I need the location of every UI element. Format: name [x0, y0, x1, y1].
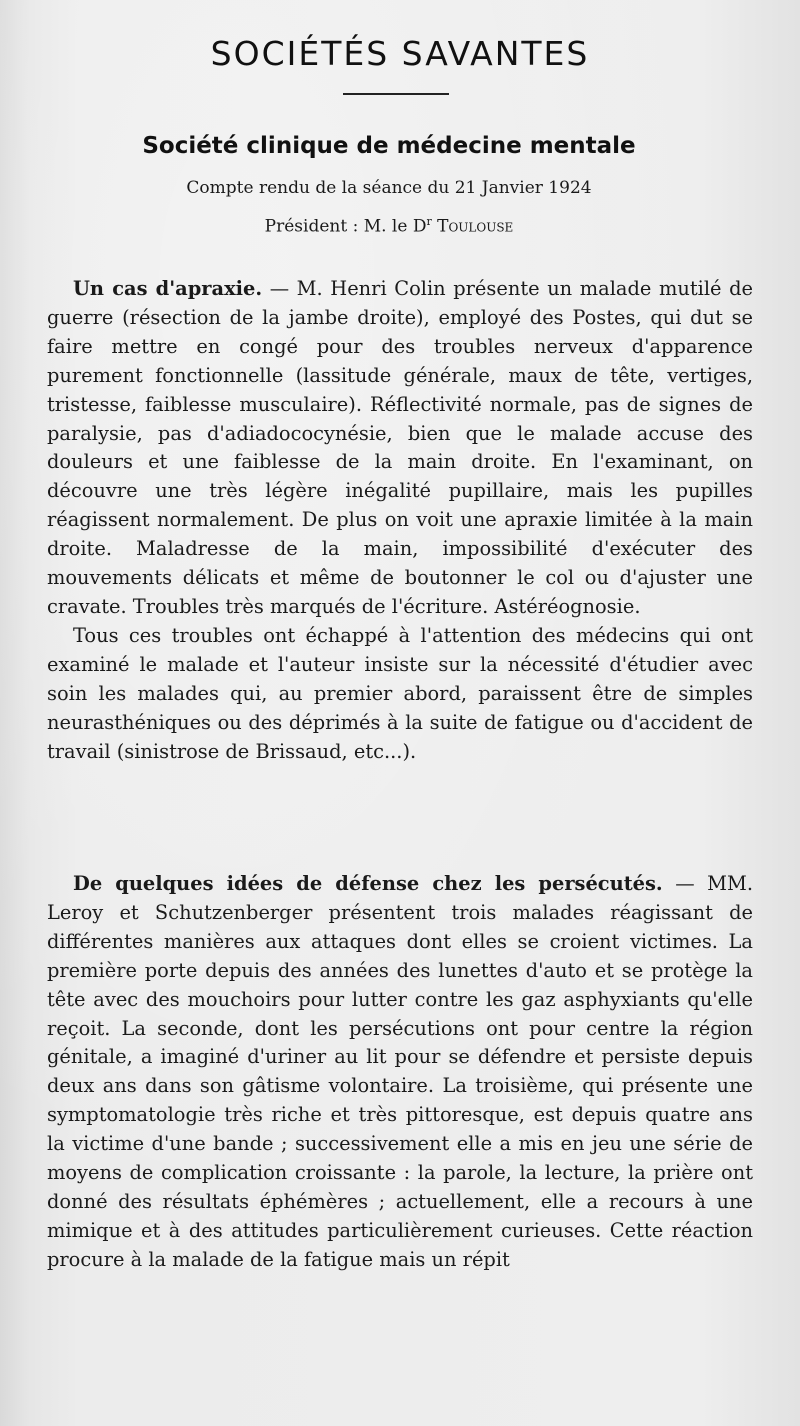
president-title-sup: r [426, 215, 432, 228]
president-line [0, 215, 778, 237]
article-apraxie-text-1: — M. Henri Colin présente un malade mutilé de guerre (résection de la jambe droite), employé des Postes, qui dut se faire mettre en congé pour des troubles nerveux d'apparence purement fonctionnelle (lassitude générale, maux de tête, vertiges, tristesse, faiblesse musculaire). Réflectivité normale, pas de signes de paralysie, pas d'adiadococynésie, bien que le malade accuse des douleurs et une faiblesse de la main droite. En l'examinant, on découvre une très légère inégalité pupillaire, mais les pupilles réagissent normalement. De plus on voit une apraxie limitée à la main droite. Maladresse de la main, impossibilité d'exécuter des mouvements délicats et même de boutonner le col ou d'ajuster une cravate. Troubles très marqués de l'écriture. Astéréognosie. [47, 277, 753, 618]
section-title: SOCIÉTÉS SAVANTES [210, 34, 590, 73]
article-apraxie [47, 275, 753, 766]
title-divider [343, 93, 449, 95]
article-apraxie-para-1 [47, 275, 753, 622]
article-persecutes-para-1 [47, 870, 753, 1275]
article-apraxie-heading: Un cas d'apraxie. [73, 277, 263, 300]
article-persecutes [47, 870, 753, 1275]
president-label: Président : M. le D [264, 216, 427, 237]
session-line: Compte rendu de la séance du 21 Janvier 1924 [186, 178, 592, 198]
society-name: Société clinique de médecine mentale [142, 133, 636, 159]
article-apraxie-para-2: Tous ces troubles ont échappé à l'attention des médecins qui ont examiné le malade et l'auteur insiste sur la nécessité d'étudier avec soin les malades qui, au premier abord, paraissent être de simples neurasthéniques ou des déprimés à la suite de fatigue ou d'accident de travail (sinistrose de Brissaud, etc...). [47, 623, 753, 763]
article-persecutes-text-1: — MM. Leroy et Schutzenberger présentent trois malades réagissant de différentes manières aux attaques dont elles se croient victimes. La première porte depuis des années des lunettes d'auto et se protège la tête avec des mouchoirs pour lutter contre les gaz asphyxiants qu'elle reçoit. La seconde, dont les persécutions ont pour centre la région génitale, a imaginé d'uriner au lit pour se défendre et persiste depuis deux ans dans son gâtisme volontaire. La troisième, qui présente une symptomatologie très riche et très pittoresque, est depuis quatre ans la victime d'une bande ; successivement elle a mis en jeu une série de moyens de complication croissante : la parole, la lecture, la prière ont donné des résultats éphémères ; actuellement, elle a recours à une mimique et à des attitudes particulièrement curieuses. Cette réaction procure à la malade de la fatigue mais un répit [47, 872, 753, 1271]
president-name: Toulouse [437, 216, 514, 237]
article-persecutes-heading: De quelques idées de défense chez les persécutés. [73, 872, 663, 895]
